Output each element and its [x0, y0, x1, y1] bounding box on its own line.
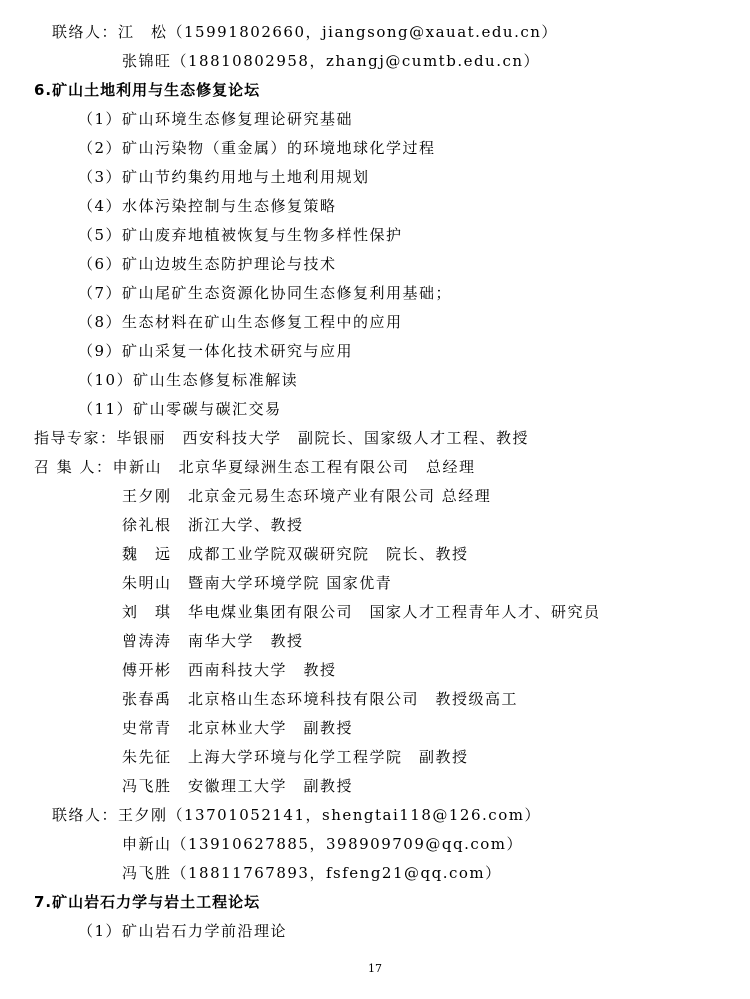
contact-label: 联络人： [52, 806, 119, 824]
page-number: 17 [368, 962, 382, 975]
forum6-topic: （7）矿山尾矿生态资源化协同生态修复利用基础； [78, 284, 453, 302]
forum6-topic: （5）矿山废弃地植被恢复与生物多样性保护 [78, 226, 403, 244]
convener-entry: 王夕刚 北京金元易生态环境产业有限公司 总经理 [122, 487, 492, 505]
forum7-title: 7.矿山岩石力学与岩土工程论坛 [34, 893, 261, 911]
convener-entry: 魏 远 成都工业学院双碳研究院 院长、教授 [122, 545, 469, 563]
forum6-topic: （6）矿山边坡生态防护理论与技术 [78, 255, 337, 273]
convener-entry: 史常青 北京林业大学 副教授 [122, 719, 354, 737]
convener-entry: 朱先征 上海大学环境与化学工程学院 副教授 [122, 748, 469, 766]
convener-entry: 张春禹 北京格山生态环境科技有限公司 教授级高工 [122, 690, 519, 708]
convener-entry: 冯飞胜 安徽理工大学 副教授 [122, 777, 354, 795]
contact-entry: 冯飞胜（18811767893，fsfeng21@qq.com） [122, 864, 502, 882]
convener-entry: 申新山 北京华夏绿洲生态工程有限公司 总经理 [112, 458, 476, 476]
convener-label: 召 集 人： [34, 458, 113, 476]
forum6-contact-line [52, 805, 541, 825]
convener-entry: 傅开彬 西南科技大学 教授 [122, 661, 337, 679]
top-contact-entry: 张锦旺（18810802958，zhangj@cumtb.edu.cn） [122, 52, 541, 70]
forum6-topic: （4）水体污染控制与生态修复策略 [78, 197, 337, 215]
advisor-entry: 毕银丽 西安科技大学 副院长、国家级人才工程、教授 [116, 429, 530, 447]
top-contact-entry: 江 松（15991802660，jiangsong@xauat.edu.cn） [118, 23, 558, 41]
forum6-topic: （2）矿山污染物（重金属）的环境地球化学过程 [78, 139, 436, 157]
contact-entry: 王夕刚（13701052141，shengtai118@126.com） [118, 806, 541, 824]
forum6-title: 6.矿山土地利用与生态修复论坛 [34, 81, 261, 99]
advisor-label: 指导专家： [34, 429, 117, 447]
forum6-advisor-line [34, 428, 529, 448]
forum6-convener-line [34, 457, 476, 477]
top-contact-line-1 [52, 22, 558, 42]
contact-entry: 申新山（13910627885，398909709@qq.com） [122, 835, 523, 853]
forum6-topic: （9）矿山采复一体化技术研究与应用 [78, 342, 354, 360]
convener-entry: 徐礼根 浙江大学、教授 [122, 516, 304, 534]
top-contact-label: 联络人： [52, 23, 119, 41]
forum6-topic: （8）生态材料在矿山生态修复工程中的应用 [78, 313, 403, 331]
convener-entry: 朱明山 暨南大学环境学院 国家优青 [122, 574, 393, 592]
forum6-topic: （1）矿山环境生态修复理论研究基础 [78, 110, 354, 128]
convener-entry: 曾涛涛 南华大学 教授 [122, 632, 304, 650]
forum6-topic: （11）矿山零碳与碳汇交易 [78, 400, 282, 418]
forum7-topic: （1）矿山岩石力学前沿理论 [78, 922, 288, 940]
forum6-topic: （3）矿山节约集约用地与土地利用规划 [78, 168, 370, 186]
forum6-topic: （10）矿山生态修复标准解读 [78, 371, 299, 389]
convener-entry: 刘 琪 华电煤业集团有限公司 国家人才工程青年人才、研究员 [122, 603, 601, 621]
